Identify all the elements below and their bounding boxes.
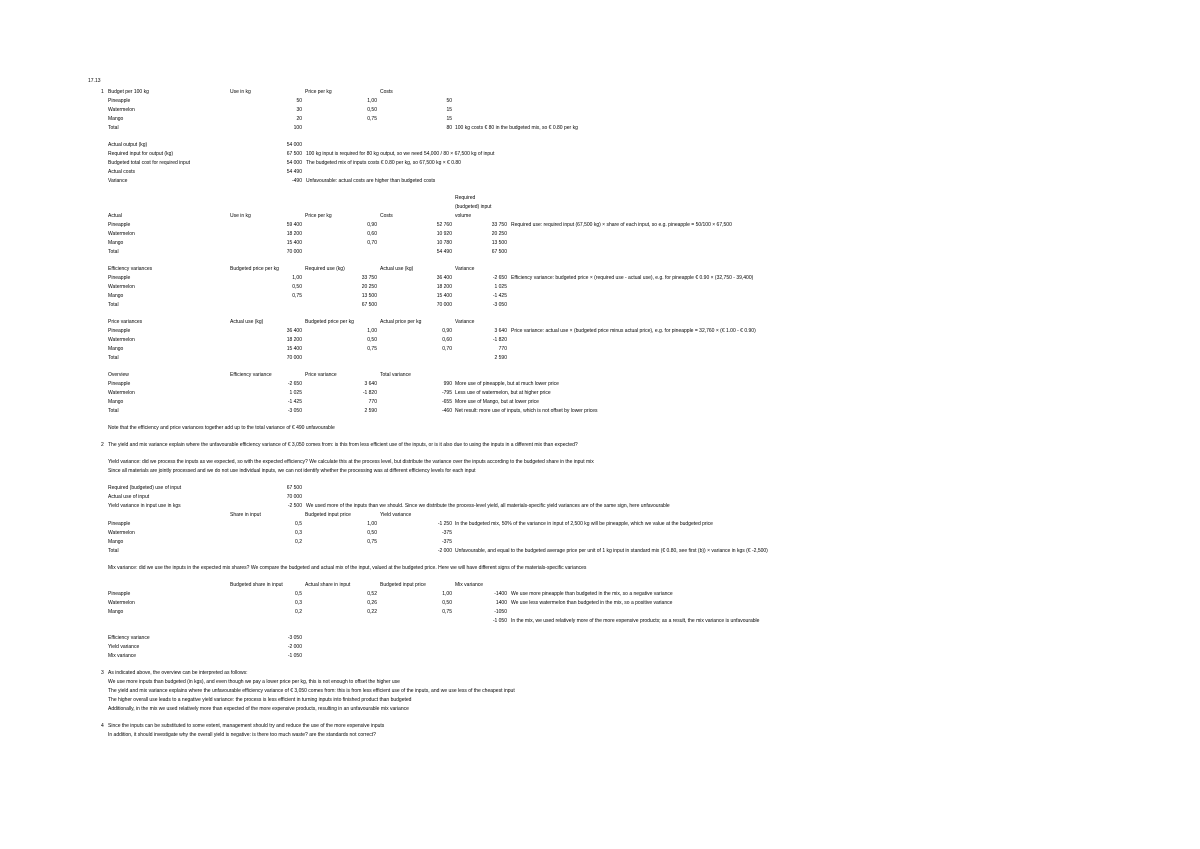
price-row xyxy=(0,345,1200,353)
value: 0,52 xyxy=(367,591,377,597)
question-row xyxy=(0,441,1200,449)
price-header-row xyxy=(0,318,1200,326)
row-label: Watermelon xyxy=(108,107,135,113)
budget-row xyxy=(0,97,1200,105)
mix-row xyxy=(0,599,1200,607)
note: In the mix, we used relatively more of the more expensive products; as a result, the mix variance is unfavourable xyxy=(511,618,760,624)
row-label: Watermelon xyxy=(108,337,135,343)
cost-value: 15 xyxy=(446,107,452,113)
column-header: Mix variance xyxy=(455,582,484,588)
note: Unfavourable: actual costs are higher than budgeted costs xyxy=(306,178,436,184)
row-label: Mango xyxy=(108,240,124,246)
column-header: Budgeted price per kg xyxy=(230,266,279,272)
text-row xyxy=(0,696,1200,704)
use-value: 59 400 xyxy=(286,222,302,228)
required-value: 33 750 xyxy=(491,222,507,228)
question-number: 1 xyxy=(101,89,104,95)
price-value: 1,00 xyxy=(367,98,377,104)
row-label: Mango xyxy=(108,399,124,405)
variance-value: 3 640 xyxy=(494,328,507,334)
required-value: 20 250 xyxy=(491,231,507,237)
row-label: Budgeted total cost for required input xyxy=(108,160,190,166)
budget-row xyxy=(0,106,1200,114)
column-header: Variance xyxy=(455,319,475,325)
value: 15 400 xyxy=(436,293,452,299)
row-label: Watermelon xyxy=(108,530,135,536)
value: 0,3 xyxy=(295,530,302,536)
value: -655 xyxy=(441,399,452,405)
row-label: Pineapple xyxy=(108,98,131,104)
cost-value: 52 760 xyxy=(436,222,452,228)
use-value: 50 xyxy=(296,98,302,104)
actual-row xyxy=(0,221,1200,229)
column-header: Budgeted share in input xyxy=(230,582,283,588)
cost-value: 10 780 xyxy=(436,240,452,246)
use-value: 30 xyxy=(296,107,302,113)
budget-row xyxy=(0,115,1200,123)
price-value: 0,50 xyxy=(367,107,377,113)
value: 1,00 xyxy=(367,328,377,334)
row-label: Total xyxy=(108,548,119,554)
column-header: Price per kg xyxy=(305,213,332,219)
value: 1 025 xyxy=(289,390,302,396)
cost-value: 80 xyxy=(446,125,452,131)
note: Net result: more use of inputs, which is not offset by lower prices xyxy=(455,408,598,414)
sheet-header-row xyxy=(0,77,1200,85)
price-row xyxy=(0,336,1200,344)
value: 1,00 xyxy=(367,521,377,527)
value: 0,50 xyxy=(367,337,377,343)
price-row xyxy=(0,327,1200,335)
value: 3 640 xyxy=(364,381,377,387)
question-number: 3 xyxy=(101,670,104,676)
row-label: Total xyxy=(108,249,119,255)
row-label: Total xyxy=(108,125,119,131)
note: Less use of watermelon, but at higher price xyxy=(455,390,551,396)
column-header: Required xyxy=(455,195,476,201)
text-line: We use more inputs than budgeted (in kgs), and even though we pay a lower price per kg, this is not enough to offset the higher use xyxy=(108,679,400,685)
value: -2 650 xyxy=(287,381,302,387)
value: 1,00 xyxy=(442,591,452,597)
yield-row xyxy=(0,520,1200,528)
row-label: Watermelon xyxy=(108,231,135,237)
value: 0,75 xyxy=(367,346,377,352)
final-row xyxy=(0,634,1200,642)
row-label: Pineapple xyxy=(108,222,131,228)
text-row xyxy=(0,458,1200,466)
column-header: Costs xyxy=(380,89,393,95)
column-header: Price variance xyxy=(305,372,337,378)
question-number: 4 xyxy=(101,723,104,729)
row-label: Required (budgeted) use of input xyxy=(108,485,182,491)
cost-value: 50 xyxy=(446,98,452,104)
note: Unfavourable, and equal to the budgeted average price per unit of 1 kg input in standard mix (€ 0.80, see first (b)) × variance in kgs (€ -2,500) xyxy=(455,548,768,554)
value: -375 xyxy=(441,539,452,545)
variance-value: -1 425 xyxy=(492,293,507,299)
value: 2 590 xyxy=(364,408,377,414)
column-header: Required use (kg) xyxy=(305,266,345,272)
value: 70 000 xyxy=(286,355,302,361)
summary-row xyxy=(0,177,1200,185)
price-value: 0,60 xyxy=(367,231,377,237)
note: We use more pineapple than budgeted in the mix, so a negative variance xyxy=(511,591,673,597)
summary-value: 54 490 xyxy=(286,169,302,175)
value: -1 250 xyxy=(437,521,452,527)
row-label: Total xyxy=(108,302,119,308)
note: In the budgeted mix, 50% of the variance in input of 2,500 kg will be pineapple, which we value at the budgeted price xyxy=(455,521,713,527)
value: 0,2 xyxy=(295,539,302,545)
efficiency-row xyxy=(0,274,1200,282)
value: 20 250 xyxy=(361,284,377,290)
section-title: Budget per 100 kg xyxy=(108,89,149,95)
overview-row xyxy=(0,398,1200,406)
actual-header-row xyxy=(0,203,1200,211)
variance-value: 1400 xyxy=(495,600,507,606)
text-line: In addition, it should investigate why the overall yield is negative: is there too much waste? are the standards not correct? xyxy=(108,732,376,738)
column-header: Actual price per kg xyxy=(380,319,422,325)
row-label: Actual use of input xyxy=(108,494,150,500)
note: We use less watermelon than budgeted in the mix, so a positive variance xyxy=(511,600,673,606)
value: 0,2 xyxy=(295,609,302,615)
value: 0,60 xyxy=(442,337,452,343)
summary-value: 54 000 xyxy=(286,160,302,166)
use-value: 20 xyxy=(296,116,302,122)
summary-row xyxy=(0,159,1200,167)
row-label: Mango xyxy=(108,346,124,352)
row-label: Mango xyxy=(108,116,124,122)
actual-header-row xyxy=(0,212,1200,220)
value: -1 425 xyxy=(287,399,302,405)
value: 70 000 xyxy=(436,302,452,308)
variance-value: 2 590 xyxy=(494,355,507,361)
column-header: volume xyxy=(455,213,472,219)
text-line: Additionally, in the mix we used relatively more than expected of the more expensive products, resulting in an unfavourable mix variance xyxy=(108,706,409,712)
note: 100 kg costs € 80 in the budgeted mix, so € 0.80 per kg xyxy=(455,125,578,131)
column-header: Budgeted input price xyxy=(380,582,426,588)
note: Note that the efficiency and price variances together add up to the total variance of € 490 unfavourable xyxy=(108,425,335,431)
row-label: Actual output (kg) xyxy=(108,142,148,148)
value: 0,75 xyxy=(442,609,452,615)
note: We used more of the inputs than we should. Since we distribute the process-level yield, all materials-specific yield variances are of the same sign, here unfavourable xyxy=(306,503,670,509)
column-header: Costs xyxy=(380,213,393,219)
mix-row xyxy=(0,617,1200,625)
use-value: 15 400 xyxy=(286,240,302,246)
column-header: Actual share in input xyxy=(305,582,351,588)
price-value: 0,70 xyxy=(367,240,377,246)
overview-row xyxy=(0,389,1200,397)
value: -2 000 xyxy=(437,548,452,554)
efficiency-row xyxy=(0,283,1200,291)
text-line: The higher overall use leads to a negative yield variance: the process is less efficient in turning inputs into finished product than budgeted xyxy=(108,697,412,703)
row-label: Mix variance xyxy=(108,653,137,659)
note: Efficiency variance: budgeted price × (required use - actual use), e.g. for pineapple € 0.90 × (32,750 - 39,400) xyxy=(511,275,754,281)
column-header: (budgeted) input xyxy=(455,204,492,210)
row-label: Pineapple xyxy=(108,275,131,281)
summary-value: -490 xyxy=(291,178,302,184)
column-header: Share in input xyxy=(230,512,261,518)
column-header: Total variance xyxy=(380,372,411,378)
variance-value: -1 820 xyxy=(492,337,507,343)
value: 67 500 xyxy=(286,485,302,491)
efficiency-row xyxy=(0,292,1200,300)
yield-summary-row xyxy=(0,502,1200,510)
row-label: Yield variance in input use in kgs xyxy=(108,503,181,509)
price-value: 0,90 xyxy=(367,222,377,228)
row-label: Mango xyxy=(108,609,124,615)
value: -375 xyxy=(441,530,452,536)
summary-value: 67 500 xyxy=(286,151,302,157)
use-value: 100 xyxy=(293,125,302,131)
section-title: Price variances xyxy=(108,319,143,325)
note: More use of Mango, but at lower price xyxy=(455,399,539,405)
variance-value: -1050 xyxy=(494,609,507,615)
variance-value: 770 xyxy=(498,346,507,352)
value: 0,3 xyxy=(295,600,302,606)
row-label: Efficiency variance xyxy=(108,635,150,641)
value: 770 xyxy=(368,399,377,405)
value: 13 500 xyxy=(361,293,377,299)
value: 0,90 xyxy=(442,328,452,334)
final-row xyxy=(0,643,1200,651)
note: The budgeted mix of inputs costs € 0.80 per kg, so 67,500 kg × € 0.80 xyxy=(306,160,461,166)
note: 100 kg input is required for 80 kg output, so we need 54,000 / 80 × 67,500 kg of input xyxy=(306,151,495,157)
text-row xyxy=(0,722,1200,730)
cost-value: 15 xyxy=(446,116,452,122)
row-label: Variance xyxy=(108,178,128,184)
column-header: Efficiency variance xyxy=(230,372,272,378)
value: -460 xyxy=(441,408,452,414)
summary-row xyxy=(0,168,1200,176)
value: 0,75 xyxy=(292,293,302,299)
column-header: Actual use (kg) xyxy=(230,319,264,325)
cost-value: 54 490 xyxy=(436,249,452,255)
note: Required use: required input (67,500 kg) × share of each input, so e.g. pineapple = 50/100 × 67,500 xyxy=(511,222,732,228)
text-line: Yield variance: did we process the inputs as we expected, so with the expected efficiency? We calculate this at the process level, but distribute the variance over the inputs according to the budgeted share in the input mix xyxy=(108,459,594,465)
value: 0,5 xyxy=(295,521,302,527)
value: -3 050 xyxy=(287,408,302,414)
column-header: Price per kg xyxy=(305,89,332,95)
yield-summary-row xyxy=(0,493,1200,501)
value: 0,50 xyxy=(292,284,302,290)
column-header: Yield variance xyxy=(380,512,412,518)
row-label: Total xyxy=(108,355,119,361)
text-line: Mix variance: did we use the inputs in the expected mix shares? We compare the budgeted and actual mix of the input, valued at the budgeted price. Here we will have different signs of the materials-specific variances xyxy=(108,565,587,571)
row-label: Total xyxy=(108,408,119,414)
text-row xyxy=(0,564,1200,572)
row-label: Pineapple xyxy=(108,591,131,597)
actual-row xyxy=(0,239,1200,247)
efficiency-row xyxy=(0,301,1200,309)
overview-row xyxy=(0,407,1200,415)
value: 36 400 xyxy=(436,275,452,281)
cost-value: 10 920 xyxy=(436,231,452,237)
value: 0,5 xyxy=(295,591,302,597)
mix-row xyxy=(0,608,1200,616)
section-title: Efficiency variances xyxy=(108,266,153,272)
actual-header-row xyxy=(0,194,1200,202)
row-label: Pineapple xyxy=(108,521,131,527)
efficiency-header-row xyxy=(0,265,1200,273)
text-row xyxy=(0,467,1200,475)
note: More use of pineapple, but at much lower price xyxy=(455,381,559,387)
row-label: Watermelon xyxy=(108,390,135,396)
actual-row xyxy=(0,230,1200,238)
variance-value: 1 025 xyxy=(494,284,507,290)
row-label: Yield variance xyxy=(108,644,140,650)
column-header: Variance xyxy=(455,266,475,272)
text-row xyxy=(0,669,1200,677)
variance-value: -3 050 xyxy=(492,302,507,308)
text-line: As indicated above, the overview can be interpreted as follows: xyxy=(108,670,248,676)
column-header: Actual use (kg) xyxy=(380,266,414,272)
question-number: 2 xyxy=(101,442,104,448)
value: 0,26 xyxy=(367,600,377,606)
value: -1 820 xyxy=(362,390,377,396)
budget-row xyxy=(0,124,1200,132)
closing-note-row xyxy=(0,424,1200,432)
yield-row xyxy=(0,547,1200,555)
value: 67 500 xyxy=(361,302,377,308)
value: 70 000 xyxy=(286,494,302,500)
value: 0,22 xyxy=(367,609,377,615)
section-title: Actual xyxy=(108,213,122,219)
mix-row xyxy=(0,590,1200,598)
yield-row xyxy=(0,538,1200,546)
value: 36 400 xyxy=(286,328,302,334)
text-line: Since the inputs can be substituted to some extent, management should try and reduce the use of the more expensive inputs xyxy=(108,723,385,729)
price-row xyxy=(0,354,1200,362)
summary-value: 54 000 xyxy=(286,142,302,148)
value: 15 400 xyxy=(286,346,302,352)
column-header: Budgeted price per kg xyxy=(305,319,354,325)
value: -2 500 xyxy=(287,503,302,509)
value: -2 000 xyxy=(287,644,302,650)
value: -3 050 xyxy=(287,635,302,641)
value: 990 xyxy=(443,381,452,387)
summary-row xyxy=(0,150,1200,158)
text-row xyxy=(0,687,1200,695)
overview-header-row xyxy=(0,371,1200,379)
value: 33 750 xyxy=(361,275,377,281)
overview-row xyxy=(0,380,1200,388)
value: 1,00 xyxy=(292,275,302,281)
row-label: Required input for output (kg) xyxy=(108,151,174,157)
column-header: Use in kg xyxy=(230,213,251,219)
value: 18 200 xyxy=(286,337,302,343)
row-label: Pineapple xyxy=(108,328,131,334)
price-value: 0,75 xyxy=(367,116,377,122)
variance-value: -1 050 xyxy=(492,618,507,624)
variance-value: -1400 xyxy=(494,591,507,597)
actual-row xyxy=(0,248,1200,256)
row-label: Watermelon xyxy=(108,284,135,290)
use-value: 18 200 xyxy=(286,231,302,237)
value: -1 050 xyxy=(287,653,302,659)
row-label: Actual costs xyxy=(108,169,135,175)
text-line: The yield and mix variance explains where the unfavourable efficiency variance of € 3,050 comes from: this is from less efficient use of the inputs, and we use less of the cheapest input xyxy=(108,688,515,694)
yield-row xyxy=(0,529,1200,537)
section-title: Overview xyxy=(108,372,129,378)
row-label: Pineapple xyxy=(108,381,131,387)
value: 0,50 xyxy=(442,600,452,606)
text-row xyxy=(0,678,1200,686)
required-value: 13 500 xyxy=(491,240,507,246)
row-label: Watermelon xyxy=(108,600,135,606)
column-header: Use in kg xyxy=(230,89,251,95)
row-label: Mango xyxy=(108,293,124,299)
text-row xyxy=(0,705,1200,713)
text-line: Since all materials are jointly processed and we do not use individual inputs, we can not identify whether the processing was at different efficiency levels for each input xyxy=(108,468,476,474)
note: Price variance: actual use × (budgeted price minus actual price), e.g. for pineapple = 32,760 × (€ 1.00 - € 0.90) xyxy=(511,328,756,334)
question-text: The yield and mix variance explain where the unfavourable efficiency variance of € 3,050 comes from: is this from less efficient use of the inputs, or is it also due to using the inputs in a different mix than expected? xyxy=(108,442,578,448)
required-value: 67 500 xyxy=(491,249,507,255)
summary-row xyxy=(0,141,1200,149)
value: -795 xyxy=(441,390,452,396)
yield-summary-row xyxy=(0,484,1200,492)
value: 0,75 xyxy=(367,539,377,545)
yield-header-row xyxy=(0,511,1200,519)
row-label: Mango xyxy=(108,539,124,545)
final-row xyxy=(0,652,1200,660)
variance-value: -2 650 xyxy=(492,275,507,281)
mix-header-row xyxy=(0,581,1200,589)
value: 18 200 xyxy=(436,284,452,290)
value: 0,50 xyxy=(367,530,377,536)
column-header: Budgeted input price xyxy=(305,512,351,518)
budget-header-row xyxy=(0,88,1200,96)
text-row xyxy=(0,731,1200,739)
exercise-number: 17.13 xyxy=(88,78,101,84)
value: 0,70 xyxy=(442,346,452,352)
use-value: 70 000 xyxy=(286,249,302,255)
